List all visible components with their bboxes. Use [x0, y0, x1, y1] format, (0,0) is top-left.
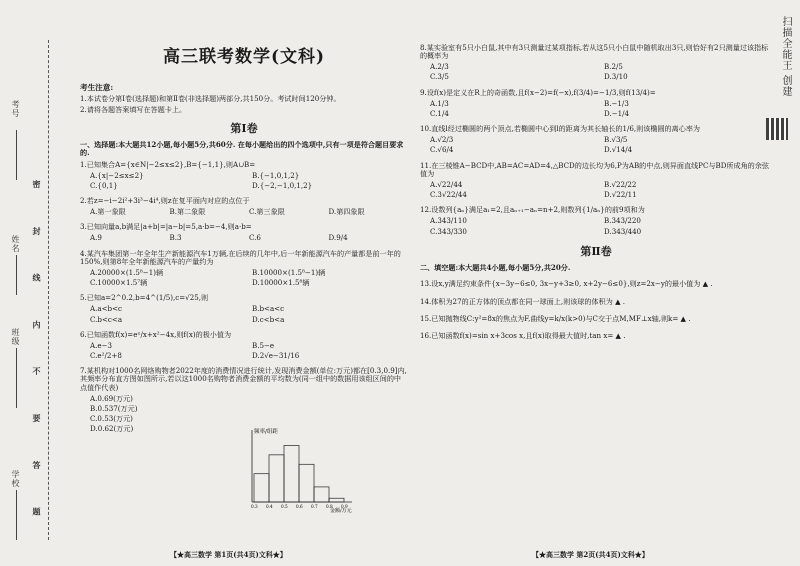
option-d: D.c<b<a: [252, 314, 285, 324]
section-1-intro: 一、选择题:本大题共12小题,每小题5分,共60分. 在每小题给出的四个选项中,只有一项是符合题目要求的.: [80, 140, 404, 158]
option-c: C.10000×1.5⁷辆: [90, 278, 148, 288]
notice-title: 考生注意:: [80, 82, 114, 92]
section-2-title: 第Ⅱ卷: [580, 244, 612, 258]
margin-blank-line: [16, 348, 17, 408]
section-2-intro: 二、填空题:本大题共4小题,每小题5分,共20分.: [420, 263, 571, 273]
option-a: A.343/110: [430, 216, 467, 226]
margin-label-exam-number: 考号: [11, 100, 20, 118]
question-14: 14.体积为27的正方体的顶点都在同一球面上,则该球的体积为 ▲ .: [420, 296, 626, 306]
option-d: D.3/10: [604, 72, 628, 82]
option-b: B.第二象限: [169, 207, 206, 217]
x-tick-label: 0.8: [326, 504, 333, 509]
histogram-bar: [299, 464, 314, 502]
option-d: D.10000×1.5⁸辆: [252, 278, 310, 288]
margin-blank-line: [16, 130, 17, 180]
question-16: 16.已知函数f(x)=sin x+3cos x,且f(x)取得最大值时,tan x= ▲ .: [420, 330, 626, 340]
margin-seal-text: 密 封 线 内 不 要 答 题: [32, 180, 42, 534]
option-b: B.2/5: [604, 62, 623, 72]
margin-label-name: 姓名: [11, 235, 20, 253]
option-a: A.√2/3: [430, 135, 454, 145]
question-1: 1.已知集合A={x∈N|−2≤x≤2},B={−1,1},则A∪B= A.{x|−2≤x≤2} B.{−1,0,1,2} C.{0,1} D.{−2,−1,0,1,2}: [80, 161, 408, 192]
option-d: D.{−2,−1,0,1,2}: [252, 180, 313, 190]
option-d: D.0.62(万元): [90, 424, 134, 434]
question-8: 8.某实验室有5只小白鼠,其中有3只测量过某项指标,若从这5只小白鼠中随机取出3只,则恰好有2只测量过该指标的概率为 A.2/3 B.2/5 C.3/5 D.3/10: [420, 44, 772, 84]
option-d: D.343/440: [604, 226, 642, 236]
notice-item: 1.本试卷分第Ⅰ卷(选择题)和第Ⅱ卷(非选择题)两部分,共150分。考试时间120分钟。: [80, 94, 341, 104]
question-11: 11.在三棱锥A−BCD中,AB=AC=AD=4,△BCD的边长均为6,P为AB的中点,则异面直线PC与BD所成角的余弦值为 A.√22/44 B.√22/22 C.3√22/44 D.√22/11: [420, 162, 772, 202]
histogram-bar: [284, 445, 299, 502]
option-b: B.0.537(万元): [90, 403, 138, 413]
option-a: A.a<b<c: [90, 304, 123, 314]
x-tick-label: 0.3: [251, 504, 258, 509]
margin-blank-line: [16, 490, 17, 540]
question-5: 5.已知a=2^0.2,b=4^(1/5),c=√25,则 A.a<b<c B.b<a<c C.b<c<a D.c<b<a: [80, 294, 408, 325]
option-b: B.√22/22: [604, 179, 637, 189]
option-c: C.b<c<a: [90, 314, 123, 324]
x-tick-label: 0.4: [266, 504, 273, 509]
option-b: B.√3/5: [604, 135, 628, 145]
y-axis-label: 频率/组距: [254, 429, 278, 435]
option-c: C.√6/4: [430, 145, 454, 155]
question-9: 9.设f(x)是定义在R上的奇函数,且f(x−2)=f(−x),f(3/4)=−1/3,则f(13/4)= A.1/3 B.−1/3 C.1/4 D.−1/4: [420, 89, 772, 120]
histogram-bar: [254, 474, 269, 502]
option-c: C.343/330: [430, 226, 467, 236]
option-a: A.0.69(万元): [90, 393, 133, 403]
option-d: D.−1/4: [604, 108, 630, 118]
option-d: D.√22/11: [604, 190, 637, 200]
question-2: 2.若z=−i−2i²+3i³−4i⁴,则z在复平面内对应的点位于 A.第一象限 B.第二象限 C.第三象限 D.第四象限: [80, 197, 408, 218]
page-2-content: [420, 44, 772, 349]
margin-label-class: 班级: [11, 328, 20, 346]
option-b: B.5−e: [252, 340, 275, 350]
option-a: A.2/3: [430, 62, 449, 72]
option-a: A.{x|−2≤x≤2}: [90, 170, 144, 180]
question-7: 7.某机构对1000名网络购物者2022年度的消费情况进行统计,发现消费金额(单位:万元)都在[0.3,0.9]内,其频率分布直方图如图所示,若以这1000名购物者消费金额的平均数为(同一组中的数据用该组区间的中点值作代表) A.0.69(万元) B.0.537(万元) C.0.53(万元) D.0.62(万元): [80, 366, 407, 434]
question-3: 3.已知向量a,b满足|a+b|=|a−b|=5,a·b=−4,则a·b= A.9 B.3 C.6 D.9/4: [80, 223, 408, 244]
section-1-title: 第Ⅰ卷: [230, 121, 258, 135]
option-a: A.1/3: [430, 98, 449, 108]
option-a: A.9: [90, 233, 102, 243]
question-10: 10.直线l经过椭圆的两个顶点,若椭圆中心到l的距离为其长轴长的1/6,则该椭圆的离心率为 A.√2/3 B.√3/5 C.√6/4 D.√14/4: [420, 125, 772, 156]
scanner-watermark: 扫描全能王 创建: [780, 16, 791, 98]
page-1-content: [80, 44, 408, 438]
question-13: 13.设x,y满足约束条件{x−3y−6≤0, 3x−y+3≥0, x+2y−6≤0},则z=2x−y的最小值为 ▲ .: [420, 279, 713, 289]
option-d: D.2√e−31/16: [252, 351, 300, 361]
histogram-bar: [314, 487, 329, 502]
option-b: B.343/220: [604, 216, 641, 226]
histogram-bar: [329, 498, 344, 502]
option-a: A.第一象限: [90, 207, 126, 217]
option-a: A.20000×(1.5⁸−1)辆: [90, 267, 164, 277]
option-b: B.10000×(1.5⁸−1)辆: [252, 267, 326, 277]
qr-code-icon: [766, 118, 788, 140]
option-c: C.0.53(万元): [90, 413, 133, 423]
margin-label-school: 学校: [11, 470, 20, 488]
question-4: 4.某汽车集团第一年全年生产新能源汽车1万辆,在后续的几年中,后一年新能源汽车的产量都是前一年的150%,则第8年全年新能源汽车的产量约为 A.20000×(1.5⁸−1)辆 B.10000×(1.5⁸−1)辆 C.10000×1.5⁷辆 D.10000×1.5⁸辆: [80, 250, 408, 290]
option-c: C.{0,1}: [90, 180, 118, 190]
option-c: C.1/4: [430, 108, 449, 118]
page-footer: 【★高三数学 第2页(共4页)文科★】: [532, 550, 649, 559]
notice-item: 2.请将各题答案填写在答题卡上。: [80, 105, 187, 115]
exam-page-2: [412, 0, 777, 566]
option-c: C.3/5: [430, 72, 449, 82]
exam-title: 高三联考数学(文科): [162, 47, 326, 67]
x-tick-label: 0.7: [311, 504, 318, 509]
option-b: B.−1/3: [604, 98, 629, 108]
option-b: B.3: [169, 233, 182, 243]
x-axis-label: 金额/万元: [330, 508, 352, 514]
histogram-bar: [269, 455, 284, 502]
question-15: 15.已知抛物线C:y²=8x的焦点为F,曲线y=k/x(k>0)与C交于点M,MF⊥x轴,则k= ▲ .: [420, 313, 691, 323]
option-c: C.第三象限: [249, 207, 285, 217]
question-6: 6.已知函数f(x)=eˣ/x+x²−4x,则f(x)的极小值为 A.e−3 B.5−e C.e²/2+8 D.2√e−31/16: [80, 331, 408, 362]
option-b: B.b<a<c: [252, 304, 285, 314]
option-c: C.6: [249, 233, 261, 243]
option-a: A.e−3: [90, 340, 113, 350]
option-d: D.9/4: [328, 233, 348, 243]
option-a: A.√22/44: [430, 179, 463, 189]
x-tick-label: 0.6: [296, 504, 303, 509]
margin-blank-line: [16, 255, 17, 295]
seal-dashed-line: [48, 40, 49, 540]
option-d: D.√14/4: [604, 145, 633, 155]
question-12: 12.设数列{aₙ}满足a₁=2,且aₙ₊₁−aₙ=n+2,则数列{1/aₙ}的前9项和为 A.343/110 B.343/220 C.343/330 D.343/440: [420, 206, 772, 237]
page-footer: 【★高三数学 第1页(共4页)文科★】: [170, 550, 287, 559]
frequency-histogram: [240, 424, 360, 514]
binding-margin: [0, 0, 66, 566]
option-c: C.e²/2+8: [90, 351, 122, 361]
option-c: C.3√22/44: [430, 190, 467, 200]
option-d: D.第四象限: [328, 207, 365, 217]
x-tick-label: 0.5: [281, 504, 288, 509]
x-tick-label: 0.9: [341, 504, 348, 509]
option-b: B.{−1,0,1,2}: [252, 170, 300, 180]
